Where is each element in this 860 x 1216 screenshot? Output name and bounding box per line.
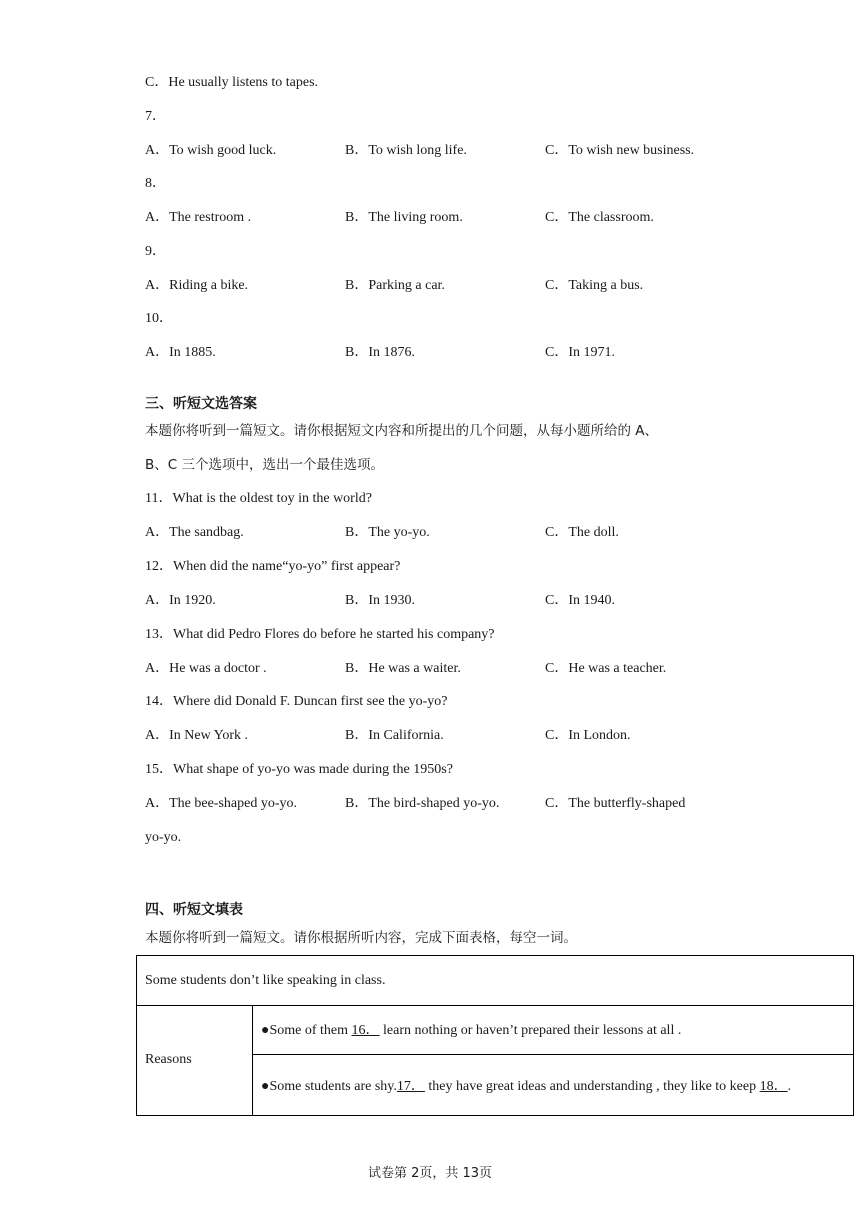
table-divider-rows — [252, 1054, 853, 1055]
q8-number: 8． — [145, 176, 166, 191]
q10-number: 10． — [145, 311, 173, 326]
q14-option-a: A．In New York . — [145, 728, 249, 743]
q7-option-b: B．To wish long life. — [345, 143, 467, 158]
reason-2-text-after: . — [787, 1079, 792, 1094]
blank-18[interactable]: 18． — [759, 1079, 788, 1094]
q10-option-c: C．In 1971. — [545, 345, 615, 360]
reason-1-text-before: ●Some of them — [261, 1023, 352, 1038]
table-reason-2 — [261, 1078, 791, 1096]
q15-option-b: B．The bird-shaped yo-yo. — [345, 796, 500, 811]
q6-option-c: C．He usually listens to tapes. — [145, 75, 319, 90]
q10-option-b: B．In 1876. — [345, 345, 415, 360]
section3-instructions-line1: 本题你将听到一篇短文。请你根据短文内容和所提出的几个问题，从每小题所给的 A、 — [145, 423, 659, 439]
q13-option-a: A．He was a doctor . — [145, 661, 267, 676]
q8-option-b: B．The living room. — [345, 210, 463, 225]
q7-option-c: C．To wish new business. — [545, 143, 695, 158]
q15-stem: 15．What shape of yo-yo was made during the 1950s? — [145, 762, 453, 777]
reason-1-text-after: learn nothing or haven’t prepared their lessons at all . — [379, 1023, 682, 1038]
q13-stem: 13．What did Pedro Flores do before he started his company? — [145, 627, 495, 642]
table-title: Some students don’t like speaking in class. — [145, 973, 386, 988]
section3-heading: 三、听短文选答案 — [145, 396, 257, 412]
q8-option-c: C．The classroom. — [545, 210, 654, 225]
q13-option-b: B．He was a waiter. — [345, 661, 461, 676]
reason-2-text-middle: they have great ideas and understanding , they like to keep — [424, 1079, 760, 1094]
blank-16[interactable]: 16． — [351, 1023, 380, 1038]
q12-stem: 12．When did the name“yo-yo” first appear? — [145, 559, 401, 574]
q11-stem: 11．What is the oldest toy in the world? — [145, 491, 372, 506]
table-divider-label-column — [252, 1005, 253, 1115]
q12-option-a: A．In 1920. — [145, 593, 216, 608]
reason-2-text-before: ●Some students are shy. — [261, 1079, 397, 1094]
blank-17[interactable]: 17． — [396, 1079, 425, 1094]
q14-stem: 14．Where did Donald F. Duncan first see the yo-yo? — [145, 694, 448, 709]
q14-option-b: B．In California. — [345, 728, 444, 743]
section3-instructions-line2: B、C 三个选项中，选出一个最佳选项。 — [145, 457, 384, 473]
q9-number: 9． — [145, 244, 166, 259]
q7-option-a: A．To wish good luck. — [145, 143, 277, 158]
section4-heading: 四、听短文填表 — [145, 902, 243, 918]
q10-option-a: A．In 1885. — [145, 345, 216, 360]
fill-in-table — [136, 955, 854, 1116]
q15-option-c: C．The butterfly-shaped — [545, 796, 686, 811]
q9-option-b: B．Parking a car. — [345, 278, 445, 293]
q15-option-a: A．The bee-shaped yo-yo. — [145, 796, 298, 811]
page-footer: 试卷第 2页，共 13页 — [367, 1166, 493, 1181]
q9-option-c: C．Taking a bus. — [545, 278, 644, 293]
table-reason-1 — [261, 1022, 681, 1040]
q9-option-a: A．Riding a bike. — [145, 278, 249, 293]
q12-option-c: C．In 1940. — [545, 593, 615, 608]
q7-number: 7． — [145, 109, 166, 124]
q11-option-c: C．The doll. — [545, 525, 619, 540]
q15-option-c-continued: yo-yo. — [145, 830, 182, 845]
q13-option-c: C．He was a teacher. — [545, 661, 667, 676]
table-row-label: Reasons — [145, 1052, 192, 1067]
q8-option-a: A．The restroom . — [145, 210, 252, 225]
section4-instructions: 本题你将听到一篇短文。请你根据所听内容，完成下面表格，每空一词。 — [145, 930, 577, 946]
q12-option-b: B．In 1930. — [345, 593, 415, 608]
q14-option-c: C．In London. — [545, 728, 631, 743]
q11-option-a: A．The sandbag. — [145, 525, 244, 540]
q11-option-b: B．The yo-yo. — [345, 525, 430, 540]
table-divider-title — [137, 1005, 853, 1006]
